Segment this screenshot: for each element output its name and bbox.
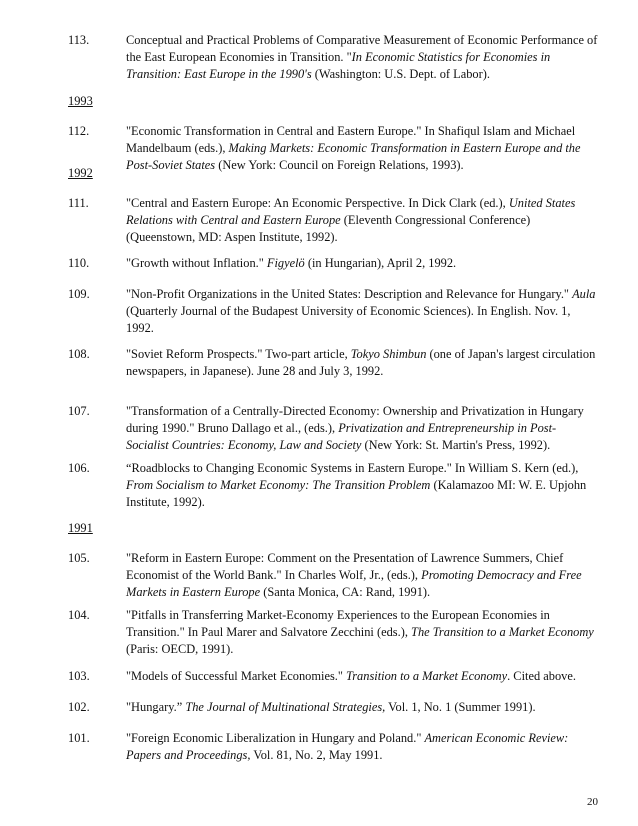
entry-text: “Roadblocks to Changing Economic Systems in Eastern Europe." In William S. Kern (ed.), From Socialism to Market Economy: The Transition Problem (Kalamazoo MI: W. E. Upjohn Institute, 1992). bbox=[126, 461, 587, 510]
entry-text: "Models of Successful Market Economies." Transition to a Market Economy. Cited above. bbox=[126, 669, 576, 683]
entry-101 bbox=[68, 730, 598, 764]
entry-text: "Growth without Inflation." Figyelö (in Hungarian), April 2, 1992. bbox=[126, 256, 457, 270]
entry-text: "Central and Eastern Europe: An Economic Perspective. In Dick Clark (ed.), United States Relations with Central and Eastern Europe (Eleventh Congressional Conference) (Queenstown, MD: Aspen Institute, 1992). bbox=[126, 196, 576, 245]
entry-number: 104. bbox=[68, 608, 90, 622]
entry-number: 112. bbox=[68, 124, 90, 138]
entry-text: "Transformation of a Centrally-Directed Economy: Ownership and Privatization in Hungary during 1990." Bruno Dallago et al., (eds.), Privatization and Entrepreneurship in Post-Socialist Countries: Economy, Law and Society (New York: St. Martin's Press, 1992). bbox=[126, 404, 584, 453]
entry-111 bbox=[68, 195, 598, 247]
year-heading-1993: 1993 bbox=[68, 94, 93, 108]
entry-number: 102. bbox=[68, 700, 90, 714]
entry-number: 103. bbox=[68, 669, 90, 683]
entry-107 bbox=[68, 403, 598, 455]
entry-text: "Reform in Eastern Europe: Comment on the Presentation of Lawrence Summers, Chief Economist of the World Bank." In Charles Wolf, Jr., (eds.), Promoting Democracy and Free Markets in Eastern Europe (Santa Monica, CA: Rand, 1991). bbox=[126, 551, 582, 600]
entry-number: 105. bbox=[68, 551, 90, 565]
entry-number: 108. bbox=[68, 347, 90, 361]
entry-number: 113. bbox=[68, 33, 90, 47]
entry-text: Conceptual and Practical Problems of Comparative Measurement of Economic Performance of the East European Economies in Transition. "In Economic Statistics for Economies in Transition: East Europe in the 1990's (Washington: U.S. Dept. of Labor). bbox=[126, 33, 598, 82]
entry-113 bbox=[68, 32, 598, 84]
year-heading-1991: 1991 bbox=[68, 521, 93, 535]
entry-110 bbox=[68, 255, 598, 272]
entry-number: 106. bbox=[68, 461, 90, 475]
entry-108 bbox=[68, 346, 598, 380]
entry-106 bbox=[68, 460, 598, 512]
entry-number: 110. bbox=[68, 256, 90, 270]
entry-number: 111. bbox=[68, 196, 89, 210]
entry-103 bbox=[68, 668, 598, 685]
entry-112 bbox=[68, 123, 598, 175]
entry-text: "Foreign Economic Liberalization in Hungary and Poland." American Economic Review: Papers and Proceedings, Vol. 81, No. 2, May 1991. bbox=[126, 731, 569, 763]
entry-number: 101. bbox=[68, 731, 90, 745]
entry-number: 109. bbox=[68, 287, 90, 301]
entry-104 bbox=[68, 607, 598, 659]
entry-109 bbox=[68, 286, 598, 338]
entry-text: "Non-Profit Organizations in the United States: Description and Relevance for Hungary." Aula (Quarterly Journal of the Budapest University of Economic Sciences). In English. Nov. 1, 1992. bbox=[126, 287, 596, 336]
entry-text: "Soviet Reform Prospects." Two-part article, Tokyo Shimbun (one of Japan's largest circulation newspapers, in Japanese). June 28 and July 3, 1992. bbox=[126, 347, 596, 379]
entry-text: "Pitfalls in Transferring Market-Economy Experiences to the European Economies in Transition." In Paul Marer and Salvatore Zecchini (eds.), The Transition to a Market Economy (Paris: OECD, 1991). bbox=[126, 608, 594, 657]
entry-text: "Economic Transformation in Central and Eastern Europe." In Shafiqul Islam and Michael Mandelbaum (eds.), Making Markets: Economic Transformation in Eastern Europe and the Post-Soviet States (New York: Council on Foreign Relations, 1993). bbox=[126, 124, 581, 173]
year-heading-1992: 1992 bbox=[68, 166, 93, 180]
page-number: 20 bbox=[587, 796, 598, 808]
entry-text: "Hungary.” The Journal of Multinational Strategies, Vol. 1, No. 1 (Summer 1991). bbox=[126, 700, 536, 714]
entry-number: 107. bbox=[68, 404, 90, 418]
entry-105 bbox=[68, 550, 598, 602]
entry-102 bbox=[68, 699, 598, 716]
